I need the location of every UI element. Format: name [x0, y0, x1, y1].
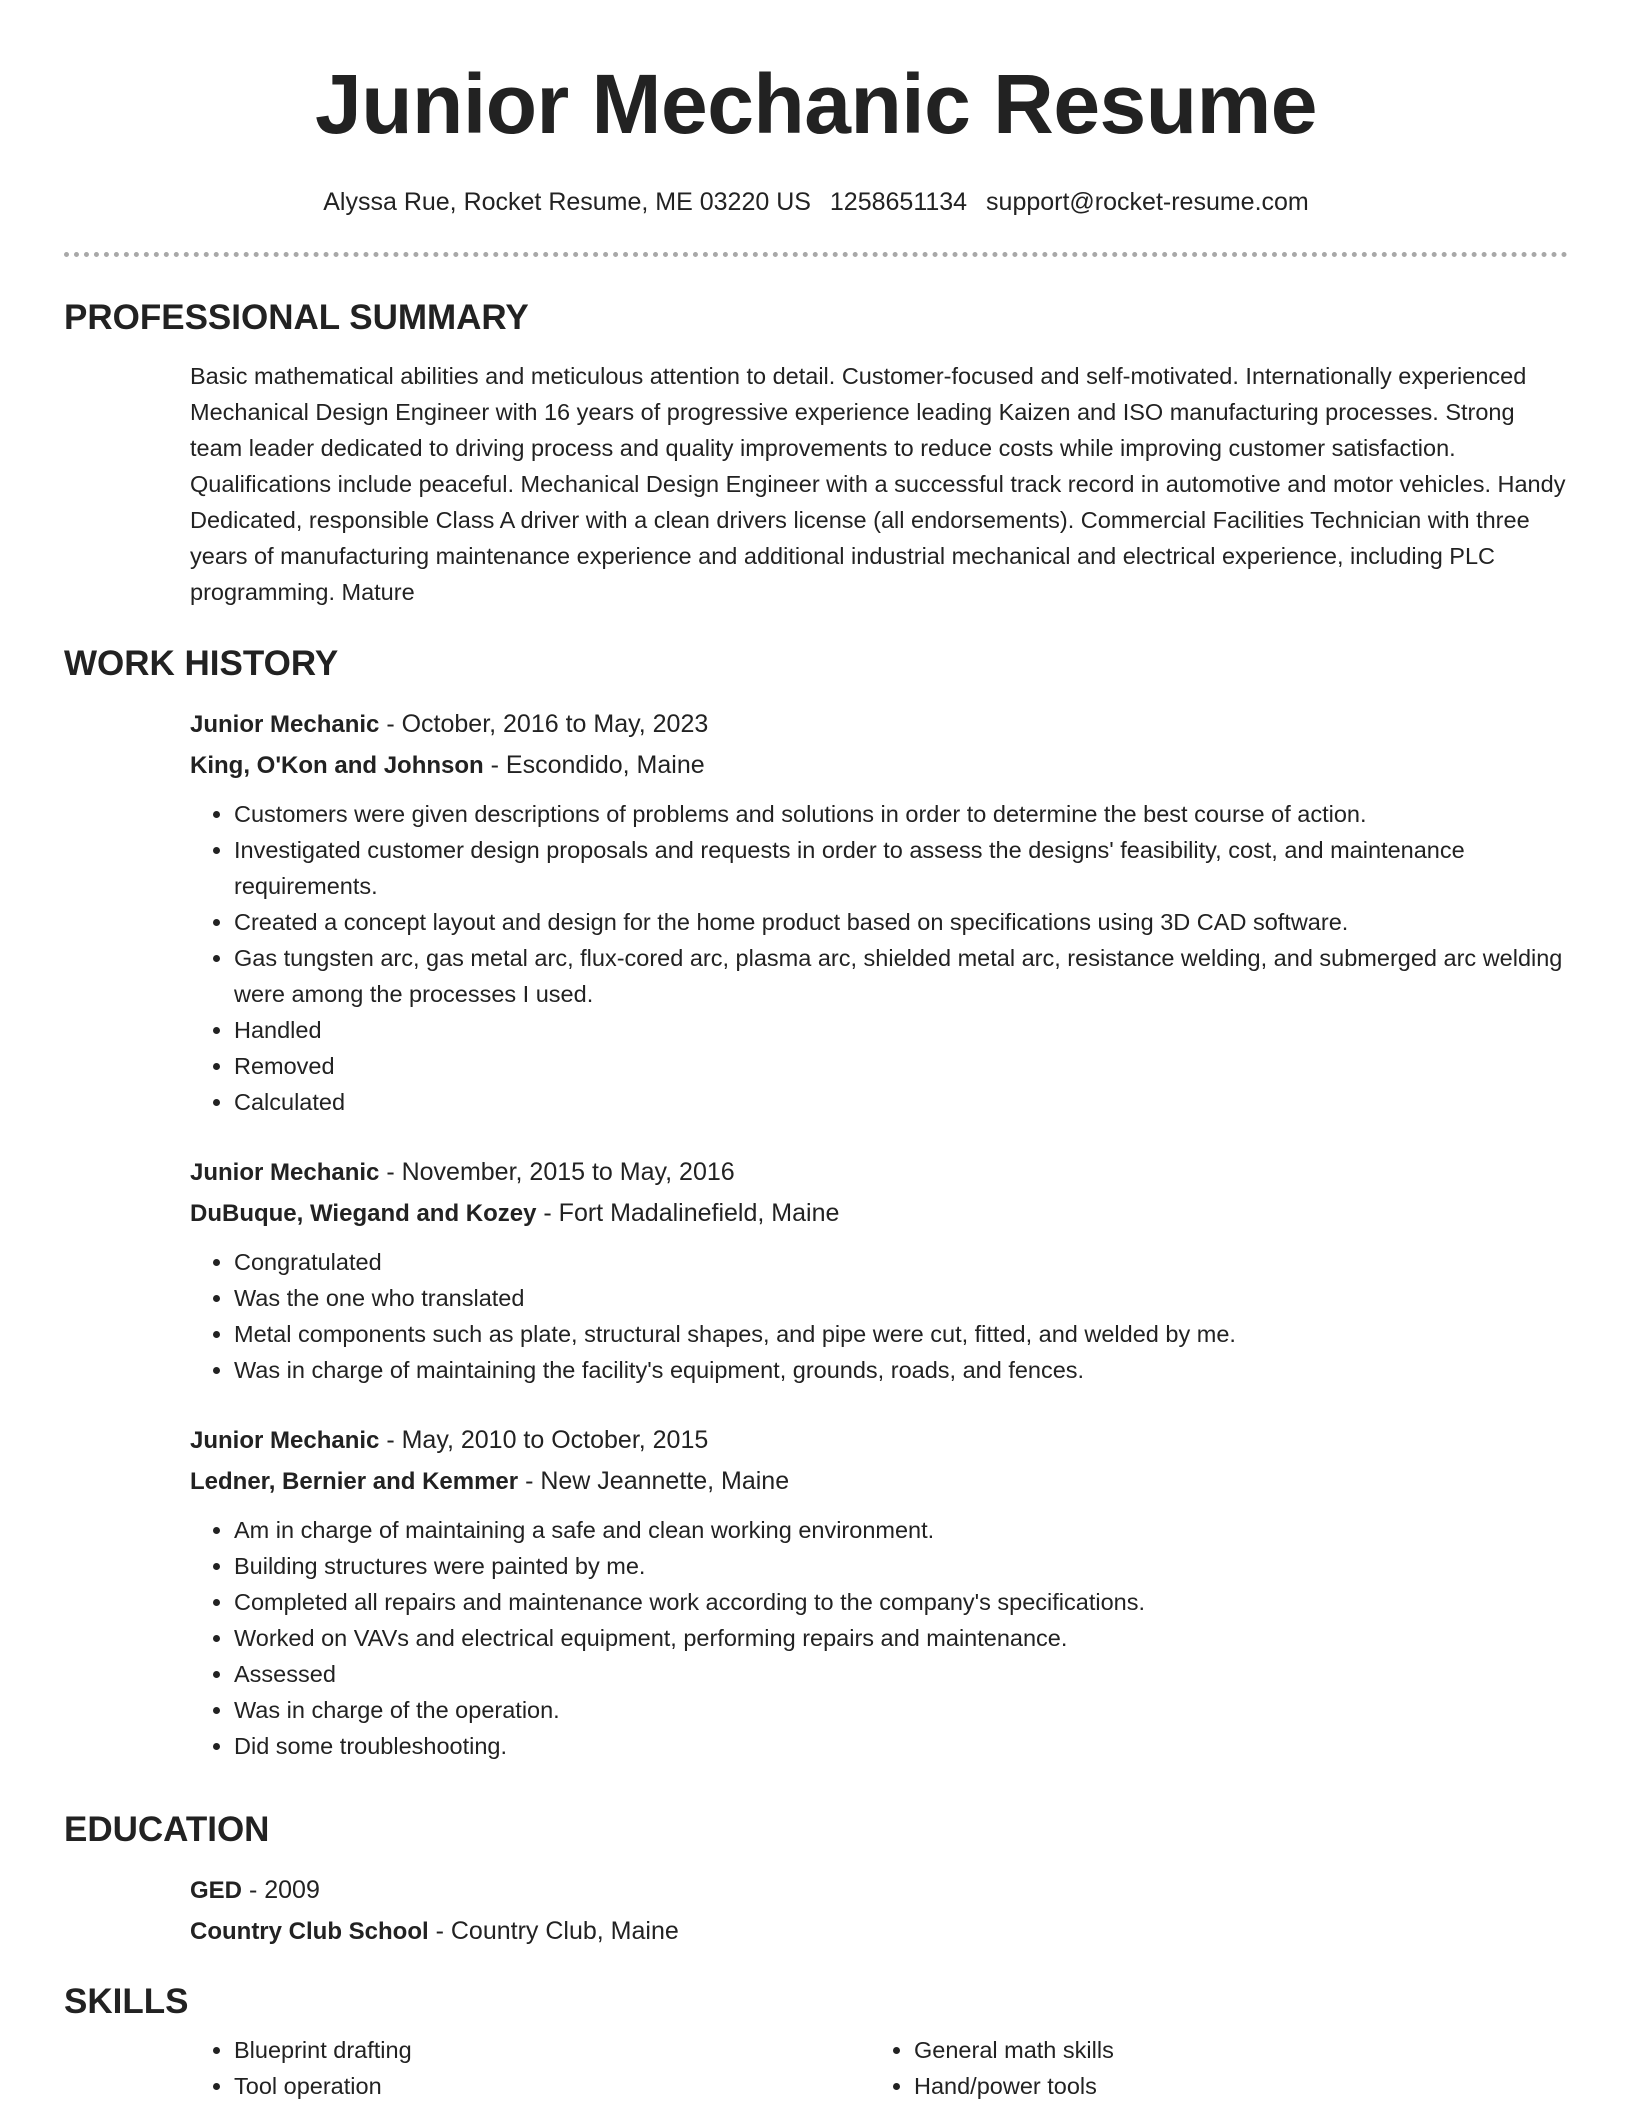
education-school-line [190, 1911, 1568, 1952]
education-section [64, 1808, 1568, 1952]
job-bullet: • Created a concept layout and design for the home product based on specifications using 3D CAD software. [234, 904, 1568, 940]
job-title: Junior Mechanic [190, 1427, 380, 1454]
job-dates: - May, 2010 to October, 2015 [379, 1426, 709, 1454]
skill-item: • Hand/power tools [914, 2068, 1550, 2104]
contact-address: Alyssa Rue, Rocket Resume, ME 03220 US [323, 188, 811, 216]
job-bullet: • Was in charge of maintaining the facility's equipment, grounds, roads, and fences. [234, 1352, 1568, 1388]
education-degree-line [190, 1870, 1568, 1911]
job-company-line [190, 1193, 1568, 1234]
education-location: - Country Club, Maine [428, 1917, 679, 1945]
job-entry [190, 1420, 1568, 1764]
resume-page [64, 0, 1568, 2099]
job-bullet: • Building structures were painted by me. [234, 1548, 1568, 1584]
job-bullet: • Metal components such as plate, structural shapes, and pipe were cut, fitted, and welded by me. [234, 1316, 1568, 1352]
skills-column-right [870, 2024, 1550, 2104]
job-bullet: • Gas tungsten arc, gas metal arc, flux-cored arc, plasma arc, shielded metal arc, resistance welding, and submerged arc welding were among the processes I used. [234, 940, 1568, 1012]
education-school: Country Club School [190, 1918, 429, 1945]
job-company: Ledner, Bernier and Kemmer [190, 1468, 519, 1495]
job-location: - Escondido, Maine [483, 751, 705, 779]
skill-item: • Blueprint drafting [234, 2032, 870, 2068]
header-divider [64, 252, 1568, 257]
work-history-heading: WORK HISTORY [64, 644, 339, 683]
summary-heading: PROFESSIONAL SUMMARY [64, 298, 529, 337]
job-entry [190, 704, 1568, 1120]
skills-grid [190, 2024, 1568, 2104]
skills-list [190, 2032, 870, 2104]
job-title: Junior Mechanic [190, 1159, 380, 1186]
job-company-line [190, 1461, 1568, 1502]
job-company: DuBuque, Wiegand and Kozey [190, 1200, 537, 1227]
job-title-line [190, 704, 1568, 745]
skills-section [64, 1980, 1568, 2104]
contact-info [64, 184, 1568, 220]
job-bullet: • Did some troubleshooting. [234, 1728, 1568, 1764]
job-dates: - November, 2015 to May, 2016 [379, 1158, 735, 1186]
job-bullet: • Was the one who translated [234, 1280, 1568, 1316]
job-company: King, O'Kon and Johnson [190, 752, 484, 779]
job-bullet: • Was in charge of the operation. [234, 1692, 1568, 1728]
job-title-line [190, 1152, 1568, 1193]
job-location: - New Jeannette, Maine [518, 1467, 790, 1495]
job-bullet: • Worked on VAVs and electrical equipment, performing repairs and maintenance. [234, 1620, 1568, 1656]
job-bullet: • Assessed [234, 1656, 1568, 1692]
job-bullet: • Handled [234, 1012, 1568, 1048]
summary-section [64, 296, 1568, 610]
job-entry [190, 1152, 1568, 1388]
job-bullet: • Removed [234, 1048, 1568, 1084]
contact-email: support@rocket-resume.com [986, 188, 1309, 216]
skills-column-left [190, 2024, 870, 2104]
job-bullets [190, 1244, 1568, 1388]
skills-heading: SKILLS [64, 1982, 189, 2021]
job-dates: - October, 2016 to May, 2023 [379, 710, 709, 738]
job-bullets [190, 1512, 1568, 1764]
job-bullet: • Customers were given descriptions of problems and solutions in order to determine the best course of action. [234, 796, 1568, 832]
job-company-line [190, 745, 1568, 786]
skill-item: • General math skills [914, 2032, 1550, 2068]
page-title: Junior Mechanic Resume [315, 57, 1317, 151]
job-bullet: • Congratulated [234, 1244, 1568, 1280]
skills-list [870, 2032, 1550, 2104]
education-heading: EDUCATION [64, 1810, 270, 1849]
job-title: Junior Mechanic [190, 711, 380, 738]
job-title-line [190, 1420, 1568, 1461]
job-bullet: • Calculated [234, 1084, 1568, 1120]
job-bullet: • Am in charge of maintaining a safe and clean working environment. [234, 1512, 1568, 1548]
summary-text: Basic mathematical abilities and meticulous attention to detail. Customer-focused and self-motivated. Internationally experienced Mechanical Design Engineer with 16 years of progressive experience leading Kaizen and ISO manufacturing processes. Strong team leader dedicated to driving process and quality improvements to reduce costs while improving customer satisfaction. Qualifications include peaceful. Mechanical Design Engineer with a successful track record in automotive and motor vehicles. Handy Dedicated, responsible Class A driver with a clean drivers license (all endorsements). Commercial Facilities Technician with three years of manufacturing maintenance experience and additional industrial mechanical and electrical experience, including PLC programming. Mature [190, 363, 1566, 605]
skill-item: • Tool operation [234, 2068, 870, 2104]
job-bullet: • Investigated customer design proposals and requests in order to assess the designs' feasibility, cost, and maintenance requirements. [234, 832, 1568, 904]
education-year: - 2009 [242, 1876, 320, 1904]
job-bullets [190, 796, 1568, 1120]
contact-phone: 1258651134 [829, 188, 968, 216]
work-history-section [64, 642, 1568, 1764]
education-degree: GED [190, 1877, 243, 1904]
job-bullet: • Completed all repairs and maintenance work according to the company's specifications. [234, 1584, 1568, 1620]
job-location: - Fort Madalinefield, Maine [536, 1199, 840, 1227]
